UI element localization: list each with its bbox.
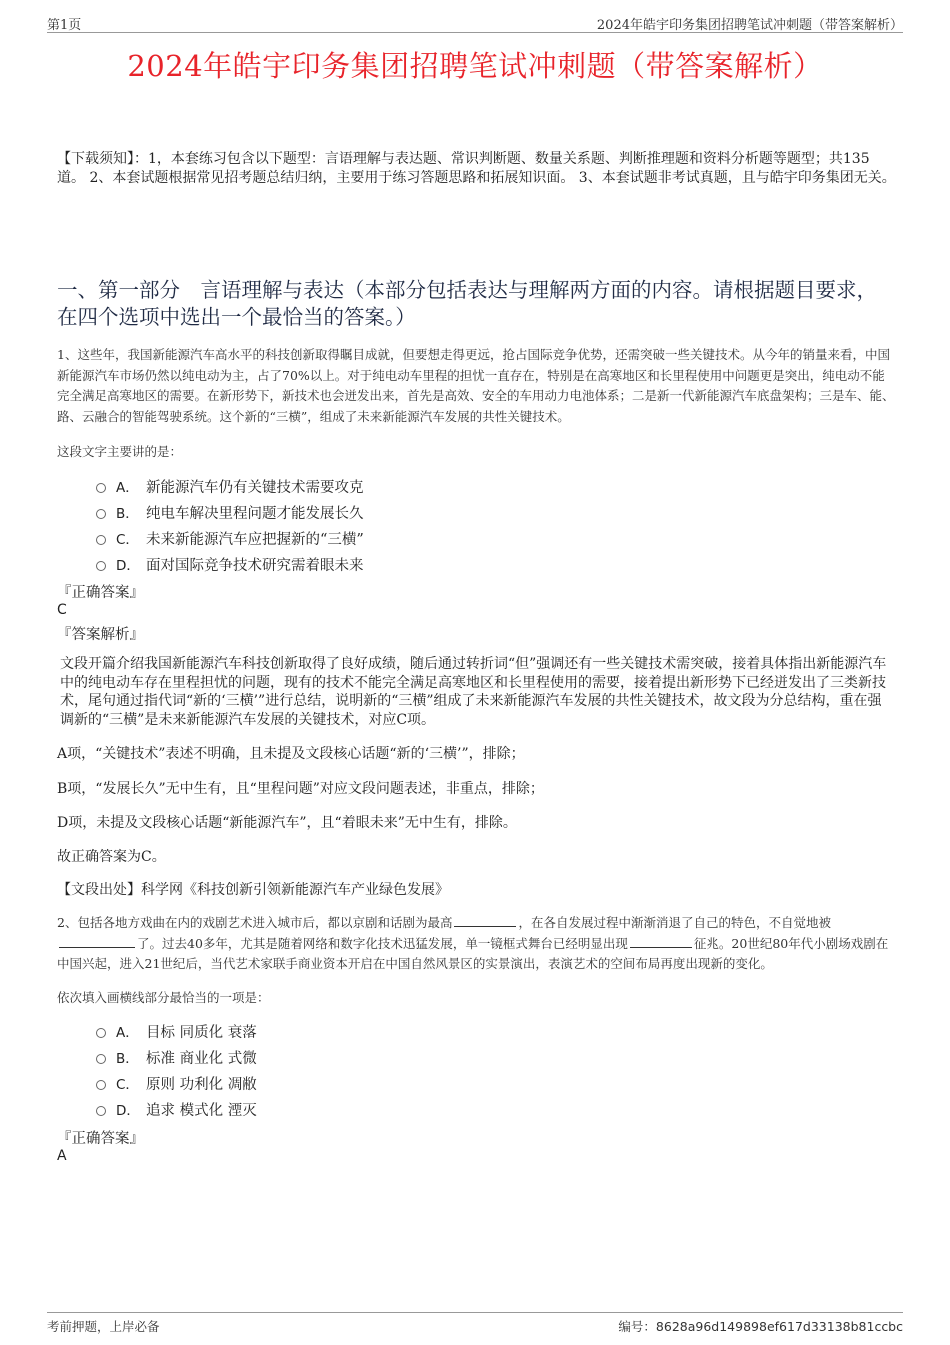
option-b[interactable] (96, 1044, 257, 1070)
question-1-options (96, 473, 364, 577)
option-letter: B． (116, 1051, 139, 1067)
analysis-line-a: A项，“关键技术”表述不明确，且未提及文段核心话题“新的‘三横’”，排除； (57, 746, 525, 762)
option-letter: C． (116, 1077, 139, 1093)
document-title: 2024年皓宇印务集团招聘笔试冲刺题（带答案解析） (127, 49, 823, 83)
analysis-conclusion: 故正确答案为C。 (57, 849, 166, 865)
radio-icon[interactable] (96, 483, 106, 493)
option-text: 标准 商业化 式微 (146, 1050, 257, 1067)
question-2-text-part: 2、包括各地方戏曲在内的戏剧艺术进入城市后，都以京剧和话剧为最高 (57, 915, 453, 930)
analysis-label: 『答案解析』 (57, 627, 144, 643)
option-letter: D． (116, 1103, 140, 1119)
page-header (47, 12, 903, 33)
footer-code-value: 8628a96d149898ef617d33138b81ccbc (655, 1319, 903, 1334)
question-2-options (96, 1018, 257, 1122)
radio-icon[interactable] (96, 535, 106, 545)
option-letter: B． (116, 506, 139, 522)
footer-code (618, 1317, 903, 1335)
option-letter: C． (116, 532, 139, 548)
answer-label: 『正确答案』 (57, 1131, 144, 1147)
question-2-prompt: 依次填入画横线部分最恰当的一项是： (57, 990, 270, 1005)
option-text: 面对国际竞争技术研究需着眼未来 (146, 557, 364, 574)
header-doc-title: 2024年皓宇印务集团招聘笔试冲刺题（带答案解析） (596, 18, 903, 33)
blank-1 (454, 914, 516, 927)
blank-2 (59, 935, 135, 948)
section-heading: 一、第一部分 言语理解与表达（本部分包括表达与理解两方面的内容。请根据题目要求，在四个选项中选出一个最恰当的答案。） (57, 278, 877, 329)
option-text: 纯电车解决里程问题才能发展长久 (146, 505, 364, 522)
analysis-line-b: B项，“发展长久”无中生有，且“里程问题”对应文段问题表述，非重点，排除； (57, 781, 544, 797)
footer-slogan: 考前押题，上岸必备 (47, 1319, 160, 1334)
option-text: 未来新能源汽车应把握新的“三横” (146, 531, 364, 548)
radio-icon[interactable] (96, 561, 106, 571)
option-a[interactable] (96, 1018, 257, 1044)
option-c[interactable] (96, 525, 364, 551)
analysis-line-d: D项，未提及文段核心话题“新能源汽车”，且“着眼未来”无中生有，排除。 (57, 815, 517, 831)
source-citation: 【文段出处】科学网《科技创新引领新能源汽车产业绿色发展》 (57, 882, 449, 898)
question-2-text-part: 了。过去40多年，尤其是随着网络和数字化技术迅猛发展，单一镜框式舞台已经明显出现 (137, 935, 628, 951)
question-1-text: 1、这些年，我国新能源汽车高水平的科技创新取得瞩目成就，但要想走得更远，抢占国际竞争优势，还需突破一些关键技术。从今年的销量来看，中国新能源汽车市场仍然以纯电动为主，占了70%以上。对于纯电动车里程的担忧一直存在，特别是在高寒地区和长里程使用中问题更是突出，纯电动不能完全满足高寒地区的需要。在新形势下，新技术也会迸发出来，首先是高效、安全的车用动力电池体系；二是新一代新能源汽车底盘架构；三是车、能、路、云融合的智能驾驶系统。这个新的“三横”，组成了未来新能源汽车发展的共性关键技术。 (57, 347, 895, 424)
blank-3 (630, 935, 692, 948)
option-c[interactable] (96, 1070, 257, 1096)
question-1-prompt: 这段文字主要讲的是： (57, 444, 183, 459)
answer-value: C (57, 602, 67, 618)
option-d[interactable] (96, 551, 364, 577)
page-footer (47, 1312, 903, 1337)
option-a[interactable] (96, 473, 364, 499)
radio-icon[interactable] (96, 509, 106, 519)
analysis-text: 文段开篇介绍我国新能源汽车科技创新取得了良好成绩，随后通过转折词“但”强调还有一些关键技术需突破，接着具体指出新能源汽车中的纯电动车存在里程担忧的问题，现有的技术不能完全满足高寒地区和长里程使用的需要，接着提出新形势下已经迸发出了三类新技术，尾句通过指代词“新的‘三横’”进行总结，说明新的“三横”组成了未来新能源汽车发展的共性关键技术，故文段为分总结构，重在强调新的“三横”是未来新能源汽车发展的关键技术，对应C项。 (60, 656, 887, 728)
download-notice: 【下载须知】：1，本套练习包含以下题型：言语理解与表达题、常识判断题、数量关系题、判断推理题和资料分析题等题型；共135道。 2、本套试题根据常见招考题总结归纳，主要用于练习答题思路和拓展知识面。 3、本套试题非考试真题，且与皓宇印务集团无关。 (57, 151, 896, 186)
question-2-text-part: ，在各自发展过程中渐渐消退了自己的特色，不自觉地被 (518, 915, 831, 930)
page-number: 第1页 (47, 18, 82, 33)
question-2-text (57, 913, 897, 975)
radio-icon[interactable] (96, 1054, 106, 1064)
footer-code-label: 编号： (618, 1319, 656, 1334)
radio-icon[interactable] (96, 1106, 106, 1116)
radio-icon[interactable] (96, 1028, 106, 1038)
option-text: 追求 模式化 湮灭 (146, 1102, 257, 1119)
answer-label: 『正确答案』 (57, 585, 144, 601)
option-text: 新能源汽车仍有关键技术需要攻克 (146, 479, 364, 496)
option-text: 原则 功利化 凋敝 (146, 1076, 257, 1093)
option-d[interactable] (96, 1096, 257, 1122)
option-letter: A． (116, 1025, 139, 1041)
question-2-text-part: 征兆。20世纪80年代小剧场戏剧在中国兴起，进入21世纪后，当代艺术家联手商业资本开启在中国自然风景区的实景演出，表演艺术的空间布局再度出现新的变化。 (57, 935, 889, 971)
radio-icon[interactable] (96, 1080, 106, 1090)
answer-value: A (57, 1148, 67, 1164)
option-letter: D． (116, 558, 140, 574)
option-letter: A． (116, 480, 139, 496)
option-b[interactable] (96, 499, 364, 525)
option-text: 目标 同质化 衰落 (146, 1024, 257, 1041)
